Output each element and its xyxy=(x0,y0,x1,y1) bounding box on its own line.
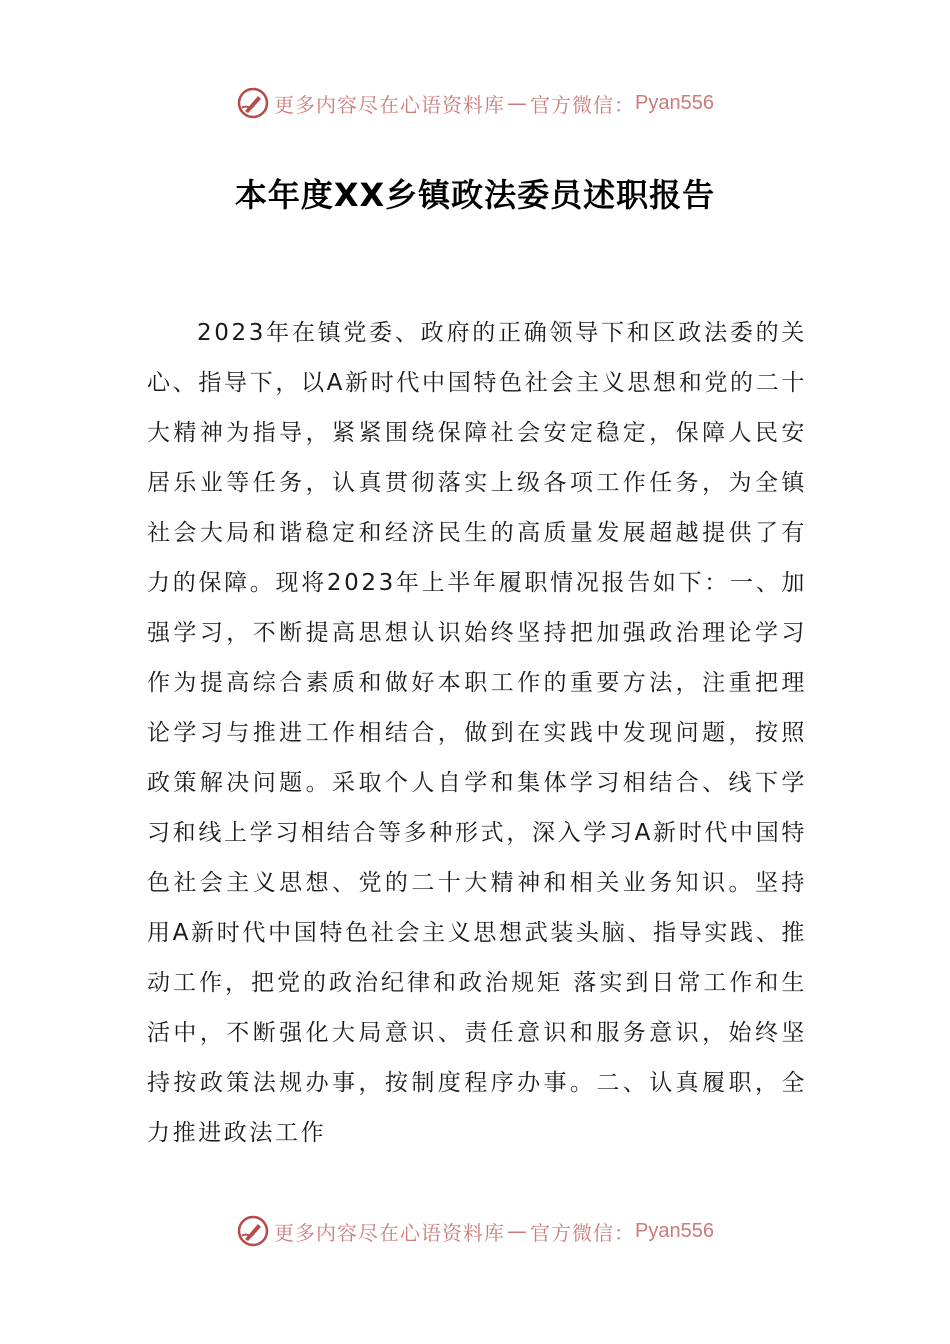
document-title: 本年度XX乡镇政法委员述职报告 xyxy=(234,176,716,214)
watermark-text: 更多内容尽在心语资料库 xyxy=(274,1220,506,1245)
watermark-separator: — xyxy=(507,91,529,115)
watermark-text: 更多内容尽在心语资料库 xyxy=(274,92,506,117)
header-watermark xyxy=(0,83,950,123)
watermark-account: Pyan556 xyxy=(635,91,714,114)
watermark-account: Pyan556 xyxy=(635,1219,714,1242)
watermark-separator: — xyxy=(507,1219,529,1243)
watermark-official: 官方微信： xyxy=(530,92,636,117)
pen-nib-logo-icon xyxy=(236,1214,270,1248)
footer-watermark xyxy=(0,1211,950,1251)
watermark-official: 官方微信： xyxy=(530,1220,636,1245)
document-body: 2023年在镇党委、政府的正确领导下和区政法委的关心、指导下，以A新时代中国特色社会主义思想和党的二十大精神为指导，紧紧围绕保障社会安定稳定，保障人民安居乐业等任务，认真贯彻落实上级各项工作任务，为全镇社会大局和谐稳定和经济民生的高质量发展超越提供了有力的保障。现将2023年上半年履职情况报告如下：一、加强学习，不断提高思想认识始终坚持把加强政治理论学习作为提高综合素质和做好本职工作的重要方法，注重把理论学习与推进工作相结合，做到在实践中发现问题，按照政策解决问题。采取个人自学和集体学习相结合、线下学习和线上学习相结合等多种形式，深入学习A新时代中国特色社会主义思想、党的二十大精神和相关业务知识。坚持用A新时代中国特色社会主义思想武装头脑、指导实践、推动工作，把党的政治纪律和政治规矩 落实到日常工作和生活中，不断强化大局意识、责任意识和服务意识，始终坚持按政策法规办事，按制度程序办事。二、认真履职，全力推进政法工作 xyxy=(147,320,807,1146)
pen-nib-logo-icon xyxy=(236,86,270,120)
